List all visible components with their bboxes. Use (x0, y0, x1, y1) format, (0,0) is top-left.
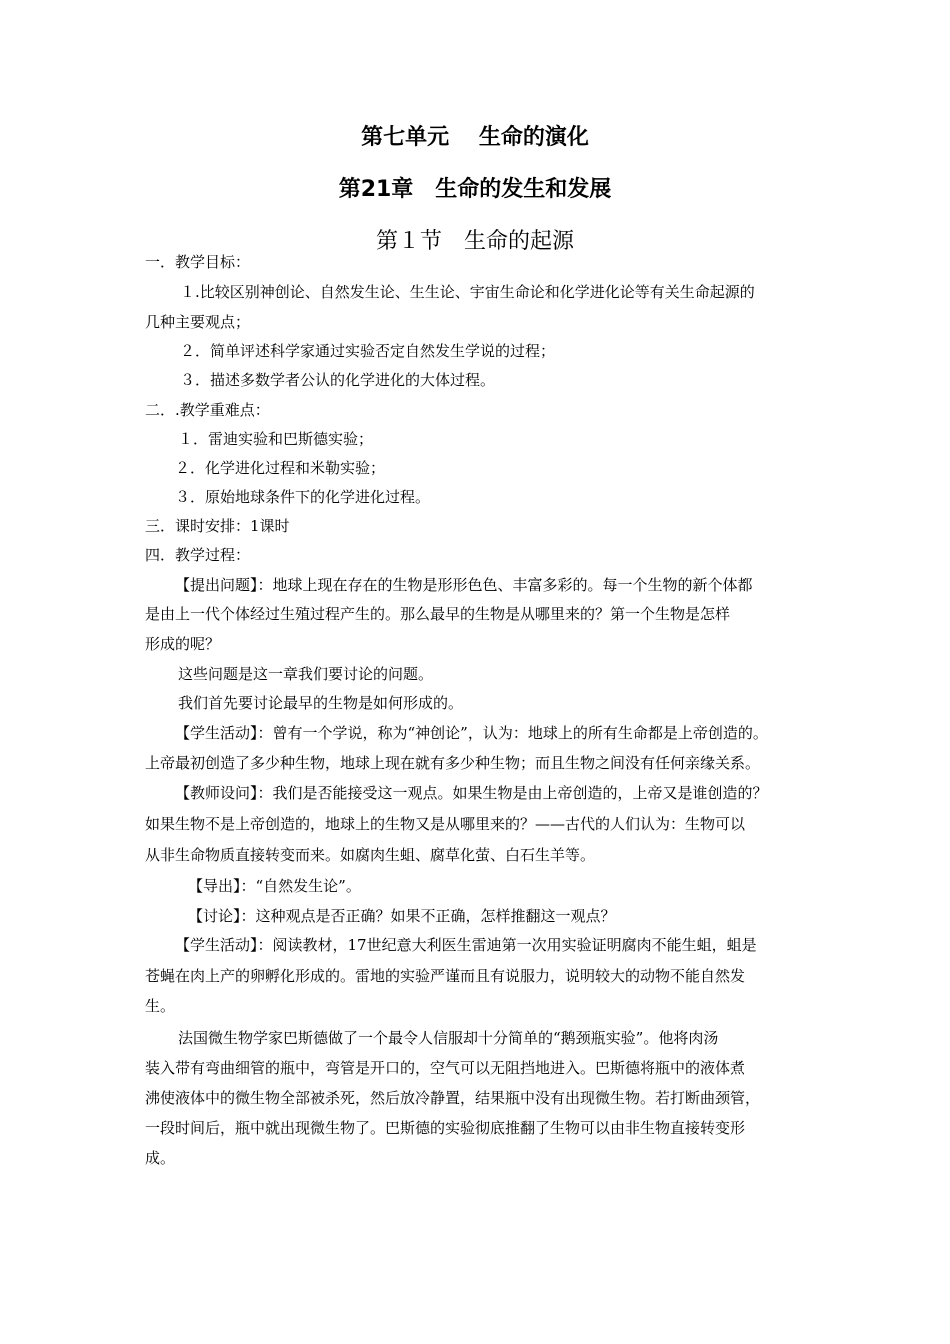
para-pasteur-line-3: 沸使液体中的微生物全部被杀死，然后放冷静置，结果瓶中没有出现微生物。若打断曲颈管， (145, 1089, 761, 1107)
para-student-1-line-1: 【学生活动】：曾有一个学说，称为“神创论”，认为：地球上的所有生命都是上帝创造的。 (175, 724, 768, 742)
para-student-1-line-2: 上帝最初创造了多少种生物，地球上现在就有多少种生物；而且生物之间没有任何亲缘关系。 (145, 754, 761, 772)
para-question-line-3: 形成的呢？ (145, 635, 221, 653)
unit-title: 第七单元 生命的演化 (361, 125, 589, 150)
objective-2: ２．简单评述科学家通过实验否定自然发生学说的过程； (180, 342, 556, 360)
para-question-line-1: 【提出问题】：地球上现在存在的生物是形形色色、丰富多彩的。每一个生物的新个体都 (175, 576, 753, 594)
para-question-line-2: 是由上一代个体经过生殖过程产生的。那么最早的生物是从哪里来的？第一个生物是怎样 (145, 605, 731, 623)
section-title: 第１节 生命的起源 (375, 229, 574, 254)
para-pasteur-line-2: 装入带有弯曲细管的瓶中，弯管是开口的，空气可以无阻挡地进入。巴斯德将瓶中的液体煮 (145, 1059, 746, 1077)
para-student-2-line-3: 生。 (145, 997, 176, 1015)
objective-1: １.比较区别神创论、自然发生论、生生论、宇宙生命论和化学进化论等有关生命起源的 (180, 283, 755, 301)
para-chapter-intro: 这些问题是这一章我们要讨论的问题。 (178, 665, 434, 683)
para-lead-out: 【导出】：“自然发生论”。 (188, 877, 361, 895)
heading-objectives: 一．教学目标： (145, 253, 251, 271)
para-student-2-line-2: 苍蝇在肉上产的卵孵化形成的。雷地的实验严谨而且有说服力，说明较大的动物不能自然发 (145, 967, 746, 985)
key-point-1: １．雷迪实验和巴斯德实验； (178, 430, 374, 448)
para-pasteur-line-1: 法国微生物学家巴斯德做了一个最令人信服却十分简单的“鹅颈瓶实验”。他将肉汤 (178, 1029, 719, 1047)
para-teacher-line-3: 从非生命物质直接转变而来。如腐肉生蛆、腐草化萤、白石生羊等。 (145, 846, 596, 864)
key-point-3: ３．原始地球条件下的化学进化过程。 (175, 488, 431, 506)
para-teacher-line-1: 【教师设问】：我们是否能接受这一观点。如果生物是由上帝创造的，上帝又是谁创造的？ (175, 784, 768, 802)
chapter-title: 第21章 生命的发生和发展 (338, 177, 612, 202)
para-pasteur-line-4: 一段时间后，瓶中就出现微生物了。巴斯德的实验彻底推翻了生物可以由非生物直接转变形 (145, 1119, 746, 1137)
objective-3: ３．描述多数学者公认的化学进化的大体过程。 (180, 371, 496, 389)
key-point-2: ２．化学进化过程和米勒实验； (175, 459, 386, 477)
heading-process: 四．教学过程： (145, 546, 251, 564)
heading-key-points: 二．.教学重难点： (145, 401, 270, 419)
objective-1-cont: 几种主要观点； (145, 313, 251, 331)
para-discussion: 【讨论】：这种观点是否正确？如果不正确，怎样推翻这一观点？ (188, 907, 616, 925)
para-teacher-line-2: 如果生物不是上帝创造的，地球上的生物又是从哪里来的？——古代的人们认为：生物可以 (145, 815, 746, 833)
para-pasteur-line-5: 成。 (145, 1149, 176, 1167)
heading-schedule: 三．课时安排：1课时 (145, 517, 290, 535)
para-first-discuss: 我们首先要讨论最早的生物是如何形成的。 (178, 694, 464, 712)
para-student-2-line-1: 【学生活动】：阅读教材，17世纪意大利医生雷迪第一次用实验证明腐肉不能生蛆，蛆是 (175, 936, 757, 954)
